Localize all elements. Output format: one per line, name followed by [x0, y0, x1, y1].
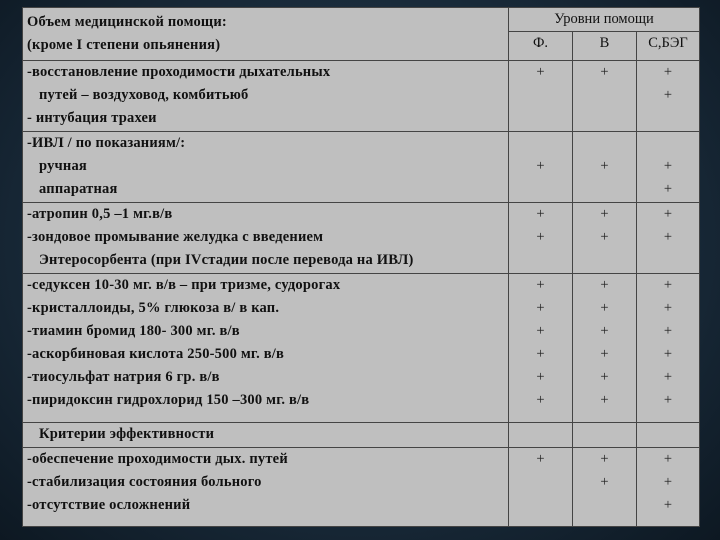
plus-mark: + [536, 392, 545, 408]
medical-aid-table [22, 7, 700, 527]
plus-mark: + [536, 64, 545, 80]
plus-mark: + [663, 206, 673, 222]
plus-mark: + [536, 158, 545, 174]
plus-mark: + [536, 300, 545, 316]
plus-mark: + [600, 474, 609, 490]
description-line: - интубация трахеи [27, 110, 157, 126]
level-cell-3 [637, 423, 700, 448]
description-line: -пиридоксин гидрохлорид 150 –300 мг. в/в [27, 392, 310, 408]
level-cell-3 [637, 132, 700, 203]
description-line: -обеспечение проходимости дых. путей [27, 451, 288, 467]
level-cell-3 [637, 274, 700, 423]
level-cell-2 [573, 448, 637, 527]
level-cell-1 [509, 132, 573, 203]
plus-mark: + [600, 158, 609, 174]
levels-header: Уровни помощи [509, 8, 700, 32]
level-cell-2 [573, 132, 637, 203]
description-line: аппаратная [39, 181, 118, 197]
description-line: -восстановление проходимости дыхательных [27, 64, 331, 80]
level-cell-3 [637, 203, 700, 274]
plus-mark: + [600, 277, 609, 293]
plus-mark: + [663, 181, 673, 197]
row-description [23, 61, 509, 132]
plus-mark: + [663, 369, 673, 385]
description-line: -седуксен 10-30 мг. в/в – при тризме, судорогах [27, 277, 341, 293]
description-line: -зондовое промывание желудка с введением [27, 229, 324, 245]
row-description [23, 203, 509, 274]
table-row [23, 448, 700, 527]
plus-mark: + [663, 277, 673, 293]
plus-mark: + [663, 300, 673, 316]
plus-mark: + [600, 300, 609, 316]
level-cell-3 [637, 448, 700, 527]
description-line: -ИВЛ / по показаниям/: [27, 135, 186, 151]
plus-mark: + [536, 451, 545, 467]
plus-mark: + [663, 392, 673, 408]
level-cell-1 [509, 61, 573, 132]
plus-mark: + [536, 206, 545, 222]
plus-mark: + [600, 64, 609, 80]
plus-mark: + [663, 346, 673, 362]
level-cell-2 [573, 203, 637, 274]
plus-mark: + [536, 369, 545, 385]
plus-mark: + [600, 392, 609, 408]
header-row-levels [23, 8, 700, 32]
plus-mark: + [663, 64, 673, 80]
level-cell-2 [573, 274, 637, 423]
plus-mark: + [663, 497, 673, 513]
level-cell-1 [509, 448, 573, 527]
row-description [23, 274, 509, 423]
row-description [23, 423, 509, 448]
row-description [23, 132, 509, 203]
plus-mark: + [663, 229, 673, 245]
level-cell-3 [637, 61, 700, 132]
row-description [23, 448, 509, 527]
plus-mark: + [663, 87, 673, 103]
plus-mark: + [663, 158, 673, 174]
plus-mark: + [600, 206, 609, 222]
plus-mark: + [536, 229, 545, 245]
description-line: -тиамин бромид 180- 300 мг. в/в [27, 323, 240, 339]
plus-mark: + [663, 474, 673, 490]
description-line: ручная [39, 158, 87, 174]
plus-mark [641, 132, 695, 155]
column-header-s: С,БЭГ [637, 32, 700, 61]
description-line: -тиосульфат натрия 6 гр. в/в [27, 369, 220, 385]
description-line: -аскорбиновая кислота 250-500 мг. в/в [27, 346, 285, 362]
table-title-line-1: Объем медицинской помощи: [27, 14, 227, 30]
table-title-line-2: (кроме I степени опьянения) [27, 37, 221, 53]
plus-mark: + [536, 277, 545, 293]
plus-mark: + [536, 346, 545, 362]
plus-mark [513, 132, 568, 155]
description-line: -кристаллоиды, 5% глюкоза в/ в кап. [27, 300, 280, 316]
plus-mark: + [600, 229, 609, 245]
column-header-f: Ф. [509, 32, 573, 61]
plus-mark [577, 132, 632, 155]
level-cell-1 [509, 423, 573, 448]
table-title-cell [23, 8, 509, 61]
description-line: путей – воздуховод, комбитьюб [39, 87, 249, 103]
description-line: -отсутствие осложнений [27, 497, 191, 513]
table-row [23, 274, 700, 423]
description-line: Энтеросорбента (при IVстадии после перевода на ИВЛ) [39, 252, 414, 268]
level-cell-2 [573, 61, 637, 132]
table-row [23, 203, 700, 274]
plus-mark: + [600, 346, 609, 362]
level-cell-1 [509, 203, 573, 274]
plus-mark: + [663, 451, 673, 467]
description-line: -стабилизация состояния больного [27, 474, 262, 490]
plus-mark: + [600, 451, 609, 467]
table-row [23, 132, 700, 203]
plus-mark: + [600, 369, 609, 385]
column-header-v: В [573, 32, 637, 61]
table-row [23, 423, 700, 448]
description-line: Критерии эффективности [39, 426, 215, 442]
table-row [23, 61, 700, 132]
plus-mark: + [600, 323, 609, 339]
description-line: -атропин 0,5 –1 мг.в/в [27, 206, 173, 222]
level-cell-1 [509, 274, 573, 423]
plus-mark: + [536, 323, 545, 339]
level-cell-2 [573, 423, 637, 448]
plus-mark: + [663, 323, 673, 339]
